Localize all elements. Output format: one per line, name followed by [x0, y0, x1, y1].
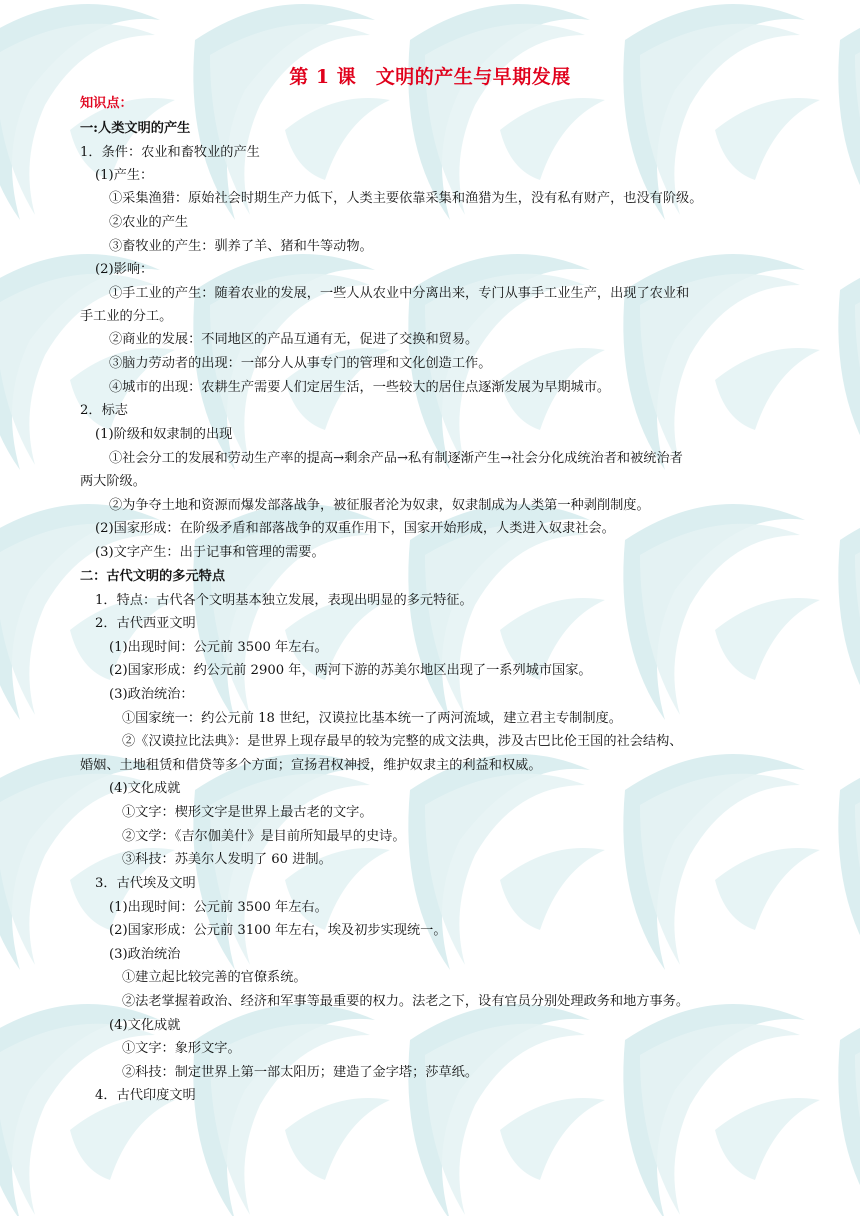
text-line: 手工业的分工。: [80, 309, 173, 324]
text-line: (3)政治统治: [109, 947, 181, 962]
text-line: ②法老掌握着政治、经济和军事等最重要的权力。法老之下，设有官员分别处理政务和地方事务。: [122, 994, 690, 1009]
text-line: ③畜牧业的产生：驯养了羊、猪和牛等动物。: [109, 239, 373, 254]
text-line: ②为争夺土地和资源而爆发部落战争，被征服者沦为奴隶，奴隶制成为人类第一种剥削制度。: [109, 498, 650, 513]
section-heading-1: 一:人类文明的产生: [80, 121, 191, 136]
text-line: ①建立起比较完善的官僚系统。: [122, 970, 307, 985]
text-line: ②商业的发展：不同地区的产品互通有无，促进了交换和贸易。: [109, 332, 479, 347]
text-line: (2)国家形成：在阶级矛盾和部落战争的双重作用下，国家开始形成，人类进入奴隶社会。: [95, 521, 615, 536]
section-label-knowledge: 知识点：: [80, 96, 133, 111]
text-line: ②文学：《吉尔伽美什》是目前所知最早的史诗。: [122, 829, 406, 844]
text-line: 1．条件：农业和畜牧业的产生: [80, 145, 260, 160]
text-line: (2)影响：: [95, 262, 154, 277]
text-line: ①国家统一：约公元前 18 世纪，汉谟拉比基本统一了两河流域，建立君主专制制度。: [122, 711, 622, 726]
text-line: (3)文字产生：出于记事和管理的需要。: [95, 545, 325, 560]
text-line: (1)产生：: [95, 168, 154, 183]
text-line: (1)出现时间：公元前 3500 年左右。: [109, 900, 328, 915]
text-line: ①手工业的产生：随着农业的发展，一些人从农业中分离出来，专门从事手工业生产，出现了农业和: [109, 286, 690, 301]
text-line: (2)国家形成：公元前 3100 年左右，埃及初步实现统一。: [109, 923, 447, 938]
text-line: 2．标志: [80, 403, 128, 418]
text-line: ③科技：苏美尔人发明了 60 进制。: [122, 852, 332, 867]
text-line: (4)文化成就: [109, 781, 181, 796]
text-line: (3)政治统治：: [109, 687, 194, 702]
text-line: 2．古代西亚文明: [95, 616, 196, 631]
text-line: ①社会分工的发展和劳动生产率的提高→剩余产品→私有制逐渐产生→社会分化成统治者和被统治者: [109, 451, 683, 466]
text-line: (1)出现时间：公元前 3500 年左右。: [109, 640, 328, 655]
text-line: 3．古代埃及文明: [95, 876, 196, 891]
text-line: (2)国家形成：约公元前 2900 年，两河下游的苏美尔地区出现了一系列城市国家。: [109, 663, 592, 678]
text-line: ③脑力劳动者的出现：一部分人从事专门的管理和文化创造工作。: [109, 356, 492, 371]
text-line: ①文字：楔形文字是世界上最古老的文字。: [122, 805, 373, 820]
text-line: (1)阶级和奴隶制的出现: [95, 427, 233, 442]
text-line: 4．古代印度文明: [95, 1088, 196, 1103]
text-line: (4)文化成就: [109, 1018, 181, 1033]
text-line: ②科技：制定世界上第一部太阳历；建造了金字塔；莎草纸。: [122, 1065, 479, 1080]
text-line: ①文字：象形文字。: [122, 1041, 241, 1056]
section-heading-2: 二：古代文明的多元特点: [80, 569, 226, 584]
text-line: 1．特点：古代各个文明基本独立发展，表现出明显的多元特征。: [95, 593, 473, 608]
text-line: ④城市的出现：农耕生产需要人们定居生活，一些较大的居住点逐渐发展为早期城市。: [109, 380, 611, 395]
text-line: ②《汉谟拉比法典》：是世界上现存最早的较为完整的成文法典，涉及古巴比伦王国的社会结构、: [122, 734, 683, 749]
text-line: ①采集渔猎：原始社会时期生产力低下，人类主要依靠采集和渔猎为生，没有私有财产，也没有阶级。: [109, 191, 703, 206]
text-line: 婚姻、土地租赁和借贷等多个方面；宣扬君权神授，维护奴隶主的利益和权威。: [80, 758, 542, 773]
text-line: ②农业的产生: [109, 215, 189, 230]
text-line: 两大阶级。: [80, 474, 146, 489]
lesson-title: 第 1 课 文明的产生与早期发展: [289, 66, 571, 88]
